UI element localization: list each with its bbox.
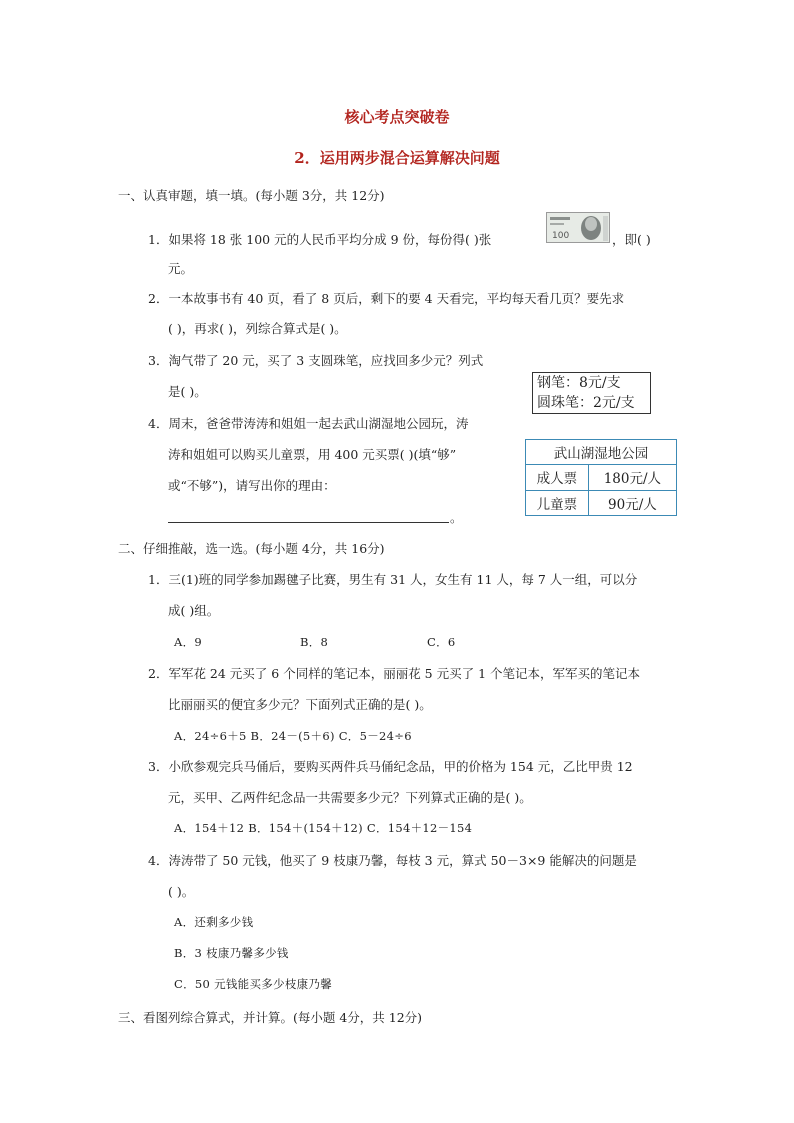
banknote-100-yuan-image: [546, 212, 610, 243]
ticket-price-adult: 180元/人: [588, 465, 676, 490]
s1-q1-line1-a: 1．如果将 18 张 100 元的人民币平均分成 9 份，每份得( )张: [148, 232, 492, 247]
s2-q1-option-a[interactable]: A．9: [174, 635, 203, 649]
ticket-price-child: 90元/人: [588, 490, 676, 515]
ticket-type-adult: 成人票: [526, 465, 589, 490]
park-table-header: 武山湖湿地公园: [526, 440, 677, 465]
s1-q4-line2: 涛和姐姐可以购买儿童票，用 400 元买票( )(填“够”: [168, 447, 457, 462]
svg-text:100: 100: [552, 231, 570, 241]
s1-q4-answer-line[interactable]: [168, 522, 449, 523]
s1-q1-line2: 元。: [168, 261, 194, 276]
exam-subtitle: 2．运用两步混合运算解决问题: [294, 149, 500, 167]
pen-price: 钢笔：8元/支: [537, 375, 621, 391]
s2-q4-option-c[interactable]: C．50 元钱能买多少枝康乃馨: [174, 977, 333, 991]
s2-q4-option-b[interactable]: B．3 枝康乃馨多少钱: [174, 946, 289, 960]
exam-title: 核心考点突破卷: [344, 108, 450, 126]
park-ticket-table: [525, 439, 677, 516]
ticket-type-child: 儿童票: [526, 490, 589, 515]
s1-q1-line1-b: ，即( ): [612, 232, 651, 247]
s2-q1-option-b[interactable]: B．8: [300, 635, 329, 649]
s2-q4-line2: ( )。: [168, 884, 195, 899]
pen-price-box: [532, 372, 651, 414]
s2-q3-line2: 元，买甲、乙两件纪念品一共需要多少元？下列算式正确的是( )。: [168, 790, 532, 805]
s2-q4-option-a[interactable]: A．还剩多少钱: [174, 915, 254, 929]
section3-heading: 三、看图列综合算式，并计算。(每小题 4分，共 12分): [118, 1010, 423, 1025]
s2-q1-line1: 1．三(1)班的同学参加踢毽子比赛，男生有 31 人，女生有 11 人，每 7 人一组，可以分: [148, 572, 638, 587]
section1-heading: 一、认真审题，填一填。(每小题 3分，共 12分): [118, 188, 385, 203]
s2-q2-line2: 比丽丽买的便宜多少元？下面列式正确的是( )。: [168, 697, 432, 712]
s1-q3-line1: 3．淘气带了 20 元，买了 3 支圆珠笔，应找回多少元？列式: [148, 353, 484, 368]
s2-q1-line2: 成( )组。: [168, 603, 220, 618]
s1-q4-line3: 或“不够”)，请写出你的理由：: [168, 478, 336, 493]
section2-heading: 二、仔细推敲，选一选。(每小题 4分，共 16分): [118, 541, 385, 556]
s1-q4-line1: 4．周末，爸爸带涛涛和姐姐一起去武山湖湿地公园玩，涛: [148, 416, 469, 431]
s2-q4-line1: 4．涛涛带了 50 元钱，他买了 9 枝康乃馨，每枝 3 元，算式 50－3×9 能解决的问题是: [148, 853, 637, 868]
s1-q2-line2: ( )，再求( )，列综合算式是( )。: [168, 321, 347, 336]
s2-q2-line1: 2．军军花 24 元买了 6 个同样的笔记本，丽丽花 5 元买了 1 个笔记本，军军买的笔记本: [148, 666, 641, 681]
s2-q3-options[interactable]: A．154＋12 B．154＋(154＋12) C．154＋12－154: [174, 821, 473, 835]
ballpoint-price: 圆珠笔：2元/支: [537, 395, 635, 411]
s2-q1-option-c[interactable]: C．6: [427, 635, 456, 649]
s2-q3-line1: 3．小欣参观完兵马俑后，要购买两件兵马俑纪念品，甲的价格为 154 元，乙比甲贵 12: [148, 759, 633, 774]
s1-q4-line4-end: 。: [450, 510, 463, 525]
s1-q2-line1: 2．一本故事书有 40 页，看了 8 页后，剩下的要 4 天看完，平均每天看几页？要先求: [148, 291, 625, 306]
s2-q2-options[interactable]: A．24÷6＋5 B．24－(5＋6) C．5－24÷6: [174, 729, 412, 743]
s1-q3-line2: 是( )。: [168, 384, 207, 399]
